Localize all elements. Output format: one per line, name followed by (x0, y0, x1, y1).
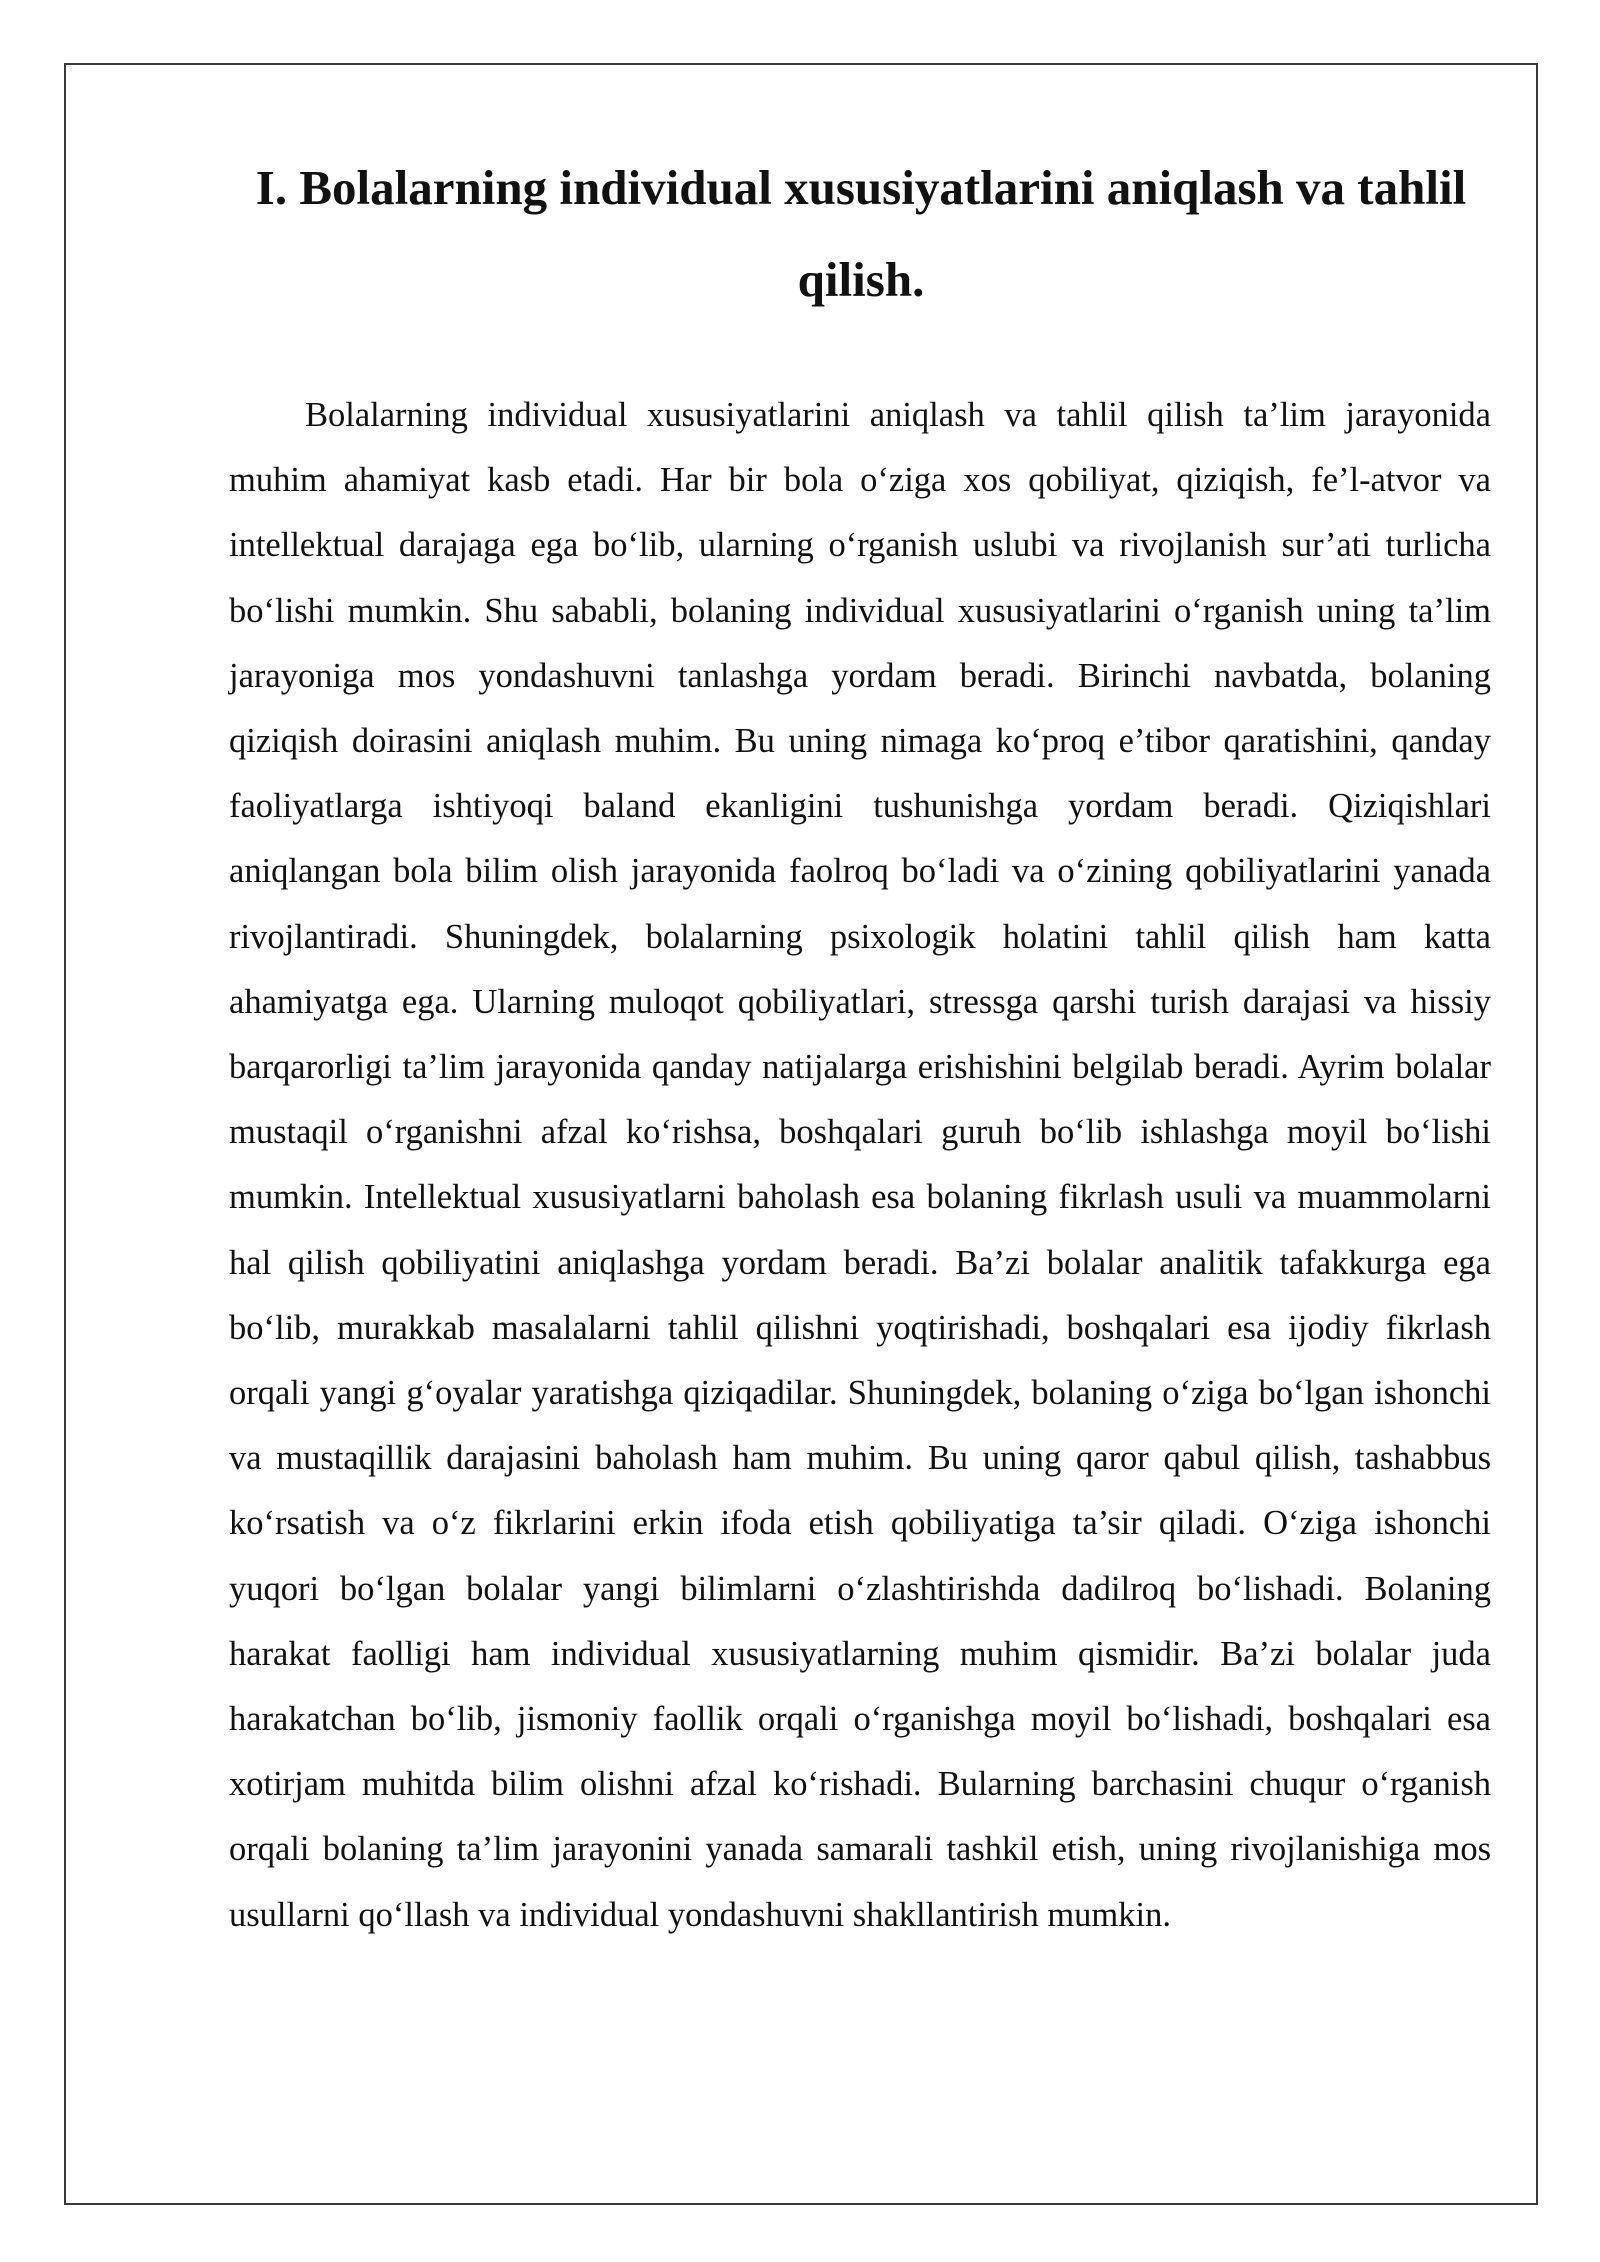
section-heading: I. Bolalarning individual xususiyatlarini aniqlash va tahlil qilish. (255, 160, 1467, 307)
body-paragraph: Bolalarning individual xususiyatlarini aniqlash va tahlil qilish ta’lim jarayonida muhim ahamiyat kasb etadi. Har bir bola o‘ziga xos qobiliyat, qiziqish, fe’l-atvor va intellektual darajaga ega bo‘lib, ularning o‘rganish uslubi va rivojlanish sur’ati turlicha bo‘lishi mumkin. Shu sababli, bolaning individual xususiyatlarini o‘rganish uning ta’lim jarayoniga mos yondashuvni tanlashga yordam beradi. Birinchi navbatda, bolaning qiziqish doirasini aniqlash muhim. Bu uning nimaga ko‘proq e’tibor qaratishini, qanday faoliyatlarga ishtiyoqi baland ekanligini tushunishga yordam beradi. Qiziqishlari aniqlangan bola bilim olish jarayonida faolroq bo‘ladi va o‘zining qobiliyatlarini yanada rivojlantiradi. Shuningdek, bolalarning psixologik holatini tahlil qilish ham katta ahamiyatga ega. Ularning muloqot qobiliyatlari, stressga qarshi turish darajasi va hissiy barqarorligi ta’lim jarayonida qanday natijalarga erishishini belgilab beradi. Ayrim bolalar mustaqil o‘rganishni afzal ko‘rishsa, boshqalari guruh bo‘lib ishlashga moyil bo‘lishi mumkin. Intellektual xususiyatlarni baholash esa bolaning fikrlash usuli va muammolarni hal qilish qobiliyatini aniqlashga yordam beradi. Ba’zi bolalar analitik tafakkurga ega bo‘lib, murakkab masalalarni tahlil qilishni yoqtirishadi, boshqalari esa ijodiy fikrlash orqali yangi g‘oyalar yaratishga qiziqadilar. Shuningdek, bolaning o‘ziga bo‘lgan ishonchi va mustaqillik darajasini baholash ham muhim. Bu uning qaror qabul qilish, tashabbus ko‘rsatish va o‘z fikrlarini erkin ifoda etish qobiliyatiga ta’sir qiladi. O‘ziga ishonchi yuqori bo‘lgan bolalar yangi bilimlarni o‘zlashtirishda dadilroq bo‘lishadi. Bolaning harakat faolligi ham individual xususiyatlarning muhim qismidir. Ba’zi bolalar juda harakatchan bo‘lib, jismoniy faollik orqali o‘rganishga moyil bo‘lishadi, boshqalari esa xotirjam muhitda bilim olishni afzal ko‘rishadi. Bularning barchasini chuqur o‘rganish orqali bolaning ta’lim jarayonini yanada samarali tashkil etish, uning rivojlanishiga mos usullarni qo‘llash va individual yondashuvni shakllantirish mumkin. (229, 396, 1491, 1934)
